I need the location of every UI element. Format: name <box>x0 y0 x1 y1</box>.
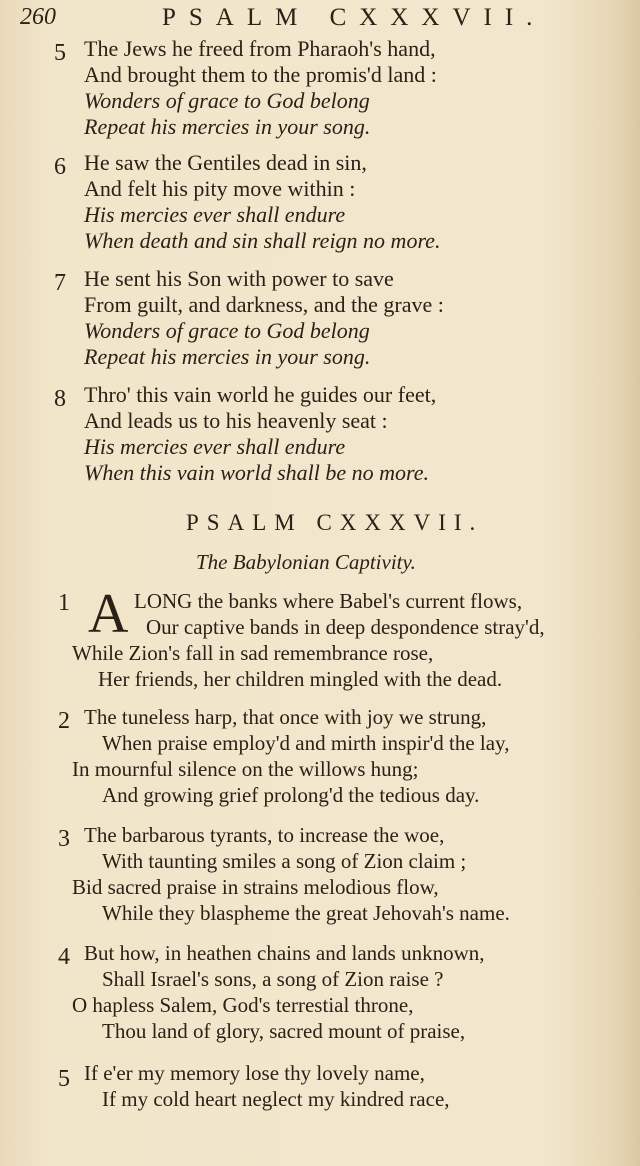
running-head: PSALM CXXXVII. <box>162 4 546 31</box>
verse-line: When death and sin shall reign no more. <box>84 228 441 253</box>
verse-line: Bid sacred praise in strains melodious flow, <box>72 875 439 899</box>
verse-line: While they blaspheme the great Jehovah's name. <box>102 901 510 925</box>
verse-line: But how, in heathen chains and lands unknown, <box>84 941 485 965</box>
verse-line: In mournful silence on the willows hung; <box>72 757 419 781</box>
verse-line: When praise employ'd and mirth inspir'd the lay, <box>102 731 510 755</box>
verse-number: 6 <box>54 154 66 180</box>
verse-number: 8 <box>54 386 66 412</box>
verse-number: 3 <box>58 826 70 852</box>
page-number: 260 <box>20 4 56 30</box>
psalm-subtitle: The Babylonian Captivity. <box>196 550 416 574</box>
verse-line: Shall Israel's sons, a song of Zion raise ? <box>102 967 444 991</box>
page-header <box>0 2 640 34</box>
verse-line: If my cold heart neglect my kindred race, <box>102 1087 450 1111</box>
verse-line: While Zion's fall in sad remembrance rose, <box>72 641 434 665</box>
verse-line: He sent his Son with power to save <box>84 266 394 291</box>
verse-line: And felt his pity move within : <box>84 176 356 201</box>
verse-line: Repeat his mercies in your song. <box>84 344 371 369</box>
verse-line: When this vain world shall be no more. <box>84 460 430 485</box>
verse-line: And leads us to his heavenly seat : <box>84 408 388 433</box>
verse-number: 5 <box>58 1066 70 1092</box>
verse-line: Thou land of glory, sacred mount of praise, <box>102 1019 466 1043</box>
verse-line: The barbarous tyrants, to increase the woe, <box>84 823 445 847</box>
verse-line: O hapless Salem, God's terrestial throne, <box>72 993 414 1017</box>
verse-line: The tuneless harp, that once with joy we strung, <box>84 705 487 729</box>
verse-line: LONG the banks where Babel's current flows, <box>134 589 523 613</box>
verse-number: 5 <box>54 40 66 66</box>
psalm-title: PSALM CXXXVII. <box>186 510 484 535</box>
verse-line: Our captive bands in deep despondence stray'd, <box>146 615 545 639</box>
verse-line: Wonders of grace to God belong <box>84 88 370 113</box>
drop-cap: A <box>88 583 129 645</box>
verse-line: His mercies ever shall endure <box>84 434 346 459</box>
verse-line: If e'er my memory lose thy lovely name, <box>84 1061 425 1085</box>
verse-line: And growing grief prolong'd the tedious day. <box>102 783 480 807</box>
verse-line: Wonders of grace to God belong <box>84 318 370 343</box>
verse-line: With taunting smiles a song of Zion claim ; <box>102 849 467 873</box>
verse-number: 7 <box>54 270 66 296</box>
verse-line: From guilt, and darkness, and the grave : <box>84 292 444 317</box>
verse-line: Her friends, her children mingled with the dead. <box>98 667 503 691</box>
verse-line: He saw the Gentiles dead in sin, <box>84 150 367 175</box>
verse-line: Thro' this vain world he guides our feet, <box>84 382 437 407</box>
verse-line: And brought them to the promis'd land : <box>84 62 437 87</box>
verse-number: 2 <box>58 708 70 734</box>
verse-number: 1 <box>58 590 70 616</box>
verse-line: The Jews he freed from Pharaoh's hand, <box>84 36 436 61</box>
verse-number: 4 <box>58 944 70 970</box>
verse-line: His mercies ever shall endure <box>84 202 346 227</box>
verse-line: Repeat his mercies in your song. <box>84 114 371 139</box>
